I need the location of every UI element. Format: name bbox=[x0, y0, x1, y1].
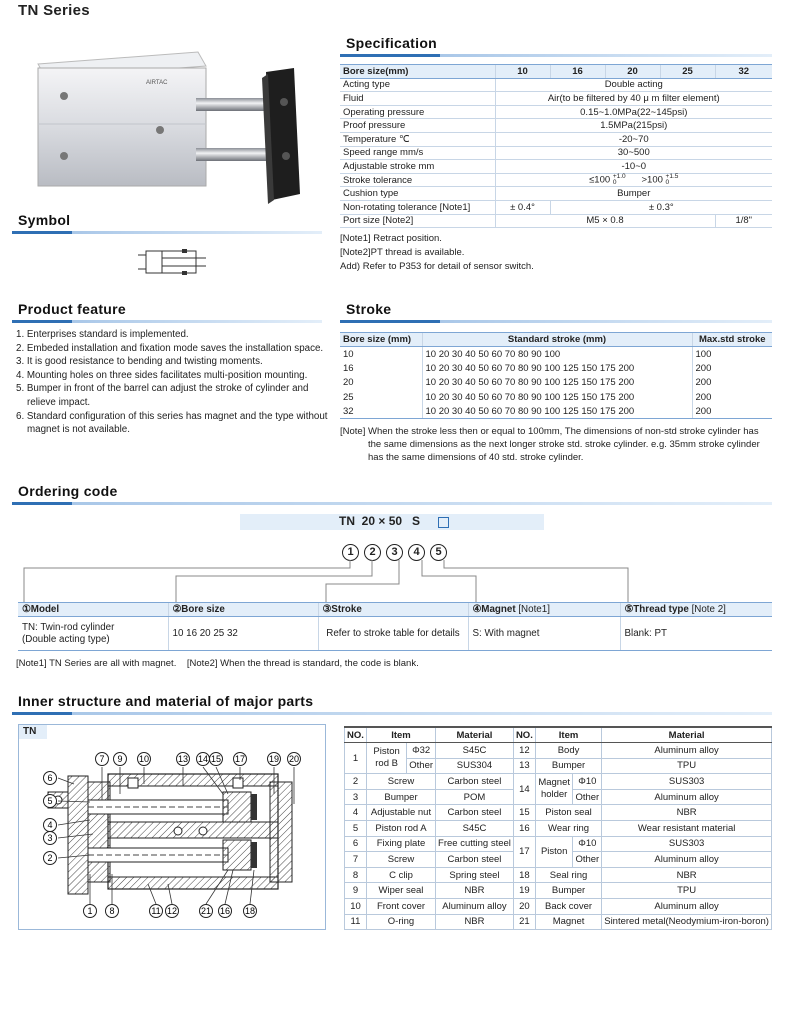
spec-heading-bar bbox=[340, 54, 772, 57]
mat-no: 3 bbox=[345, 789, 367, 805]
callout-label: 9 bbox=[117, 754, 123, 764]
callout-label: 11 bbox=[151, 906, 161, 916]
mat-material: SUS304 bbox=[436, 758, 514, 774]
ordering-code-box bbox=[438, 517, 449, 528]
mat-no: 19 bbox=[513, 883, 535, 899]
callout-label: 21 bbox=[200, 906, 212, 916]
ordering-code: TN 20 × 50 S bbox=[339, 514, 421, 528]
callout-bottom bbox=[166, 905, 179, 918]
ordering-leader-lines bbox=[0, 558, 800, 604]
mat-material: SUS303 bbox=[602, 836, 772, 852]
spec-row-label: Speed range mm/s bbox=[340, 146, 495, 160]
mat-sub: Other bbox=[573, 789, 602, 805]
feature-item: 2. Embeded installation and fixation mode saves the installation space. bbox=[16, 342, 324, 354]
mat-item: Back cover bbox=[535, 899, 601, 915]
callout-top bbox=[288, 753, 301, 766]
ordering-header-model bbox=[18, 603, 168, 617]
symbol-heading-bar bbox=[12, 231, 322, 234]
mat-no: 21 bbox=[513, 914, 535, 930]
mat-item: Bumper bbox=[366, 789, 435, 805]
mat-no: 9 bbox=[345, 883, 367, 899]
stroke-std: 10 20 30 40 50 60 70 80 90 100 125 150 175 200 bbox=[422, 404, 692, 418]
ordering-value-model: TN: Twin-rod cylinder (Double acting type) bbox=[18, 617, 168, 651]
feature-item: 6. Standard configuration of this series has magnet and the type without magnet is not available. bbox=[16, 410, 328, 436]
mat-item: Adjustable nut bbox=[366, 805, 435, 821]
spec-row-label: Proof pressure bbox=[340, 119, 495, 133]
callout-bottom bbox=[84, 905, 97, 918]
spec-row-value: 1/8" bbox=[715, 214, 772, 228]
spec-row-value: 1.5MPa(215psi) bbox=[495, 119, 772, 133]
mat-header: Item bbox=[366, 727, 435, 743]
ordering-note: [Note1] bbox=[518, 604, 550, 615]
code-circle: 5 bbox=[430, 544, 447, 561]
mat-header: NO. bbox=[513, 727, 535, 743]
mat-no: 8 bbox=[345, 867, 367, 883]
mat-material: NBR bbox=[436, 914, 514, 930]
stroke-table bbox=[340, 332, 772, 419]
mat-sub: Other bbox=[573, 852, 602, 868]
stroke-tolerance-value bbox=[495, 173, 772, 187]
spec-row-value: -20~70 bbox=[495, 132, 772, 146]
mat-no: 17 bbox=[513, 836, 535, 867]
spec-row-label: Temperature ℃ bbox=[340, 132, 495, 146]
callout-bottom bbox=[244, 905, 257, 918]
materials-table bbox=[344, 726, 772, 930]
callout-label: 14 bbox=[197, 754, 209, 764]
mat-item: Piston rod A bbox=[366, 821, 435, 837]
mat-material: Sintered metal(Neodymium-iron-boron) bbox=[602, 914, 772, 930]
mat-header: Material bbox=[602, 727, 772, 743]
mat-no: 14 bbox=[513, 774, 535, 805]
spec-header-bore: 25 bbox=[660, 65, 715, 79]
callout-label: 19 bbox=[268, 754, 280, 764]
mat-material: Aluminum alloy bbox=[602, 899, 772, 915]
callout-left bbox=[44, 852, 57, 865]
mat-material: Spring steel bbox=[436, 867, 514, 883]
stroke-bore: 16 bbox=[343, 362, 354, 374]
mat-material: Carbon steel bbox=[436, 774, 514, 790]
mat-material: Aluminum alloy bbox=[602, 743, 772, 759]
ordering-table bbox=[18, 602, 772, 651]
spec-row-value: Bumper bbox=[495, 187, 772, 201]
spec-row-label: Cushion type bbox=[340, 187, 495, 201]
spec-row-label: Adjustable stroke mm bbox=[340, 160, 495, 174]
mat-sub: Φ10 bbox=[573, 774, 602, 790]
callout-left bbox=[44, 772, 57, 785]
mat-item: Fixing plate bbox=[366, 836, 435, 852]
mat-no: 5 bbox=[345, 821, 367, 837]
mat-sub: Φ10 bbox=[573, 836, 602, 852]
ordering-title: Bore size bbox=[181, 604, 225, 615]
page-title: TN Series bbox=[18, 2, 90, 19]
callout-label: 5 bbox=[47, 796, 53, 806]
spec-header-label: Bore size(mm) bbox=[340, 65, 495, 79]
mat-no: 18 bbox=[513, 867, 535, 883]
feature-heading-bar bbox=[12, 320, 322, 323]
callout-left bbox=[44, 832, 57, 845]
brand-label: AIRTAC bbox=[146, 80, 168, 86]
code-circle: 1 bbox=[342, 544, 359, 561]
tolerance-b: >100 bbox=[641, 174, 663, 186]
ordering-note: [Note 2] bbox=[691, 604, 726, 615]
mat-no: 7 bbox=[345, 852, 367, 868]
code-circle: 4 bbox=[408, 544, 425, 561]
callout-label: 8 bbox=[109, 906, 115, 916]
mat-item: Piston bbox=[535, 836, 573, 867]
callout-left bbox=[44, 795, 57, 808]
stroke-max: 100 bbox=[692, 347, 772, 361]
callout-bottom bbox=[219, 905, 232, 918]
stroke-header: Standard stroke (mm) bbox=[422, 333, 692, 347]
callout-left bbox=[44, 819, 57, 832]
ordering-header-thread bbox=[620, 603, 772, 617]
stroke-bore: 32 bbox=[340, 404, 422, 418]
ordering-title: Model bbox=[30, 604, 60, 615]
ordering-num: ⑤ bbox=[624, 604, 634, 615]
callout-label: 10 bbox=[138, 754, 150, 764]
mat-material: Aluminum alloy bbox=[602, 852, 772, 868]
ordering-value-bore: 10 16 20 25 32 bbox=[168, 617, 318, 651]
callout-top bbox=[268, 753, 281, 766]
mat-item: O-ring bbox=[366, 914, 435, 930]
cylinder-symbol bbox=[136, 247, 208, 277]
mat-no: 13 bbox=[513, 758, 535, 774]
spec-header-bore: 10 bbox=[495, 65, 550, 79]
mat-material: NBR bbox=[436, 883, 514, 899]
mat-no: 12 bbox=[513, 743, 535, 759]
mat-item: Wiper seal bbox=[366, 883, 435, 899]
spec-row-value: -10~0 bbox=[495, 160, 772, 174]
stroke-max: 200 bbox=[692, 361, 772, 375]
mat-material: S45C bbox=[436, 821, 514, 837]
mat-material: NBR bbox=[602, 805, 772, 821]
mat-item: Screw bbox=[366, 852, 435, 868]
mat-material: TPU bbox=[602, 883, 772, 899]
mat-no: 16 bbox=[513, 821, 535, 837]
mat-item: Bumper bbox=[535, 758, 601, 774]
ordering-header-magnet bbox=[468, 603, 620, 617]
ordering-value-thread: Blank: PT bbox=[620, 617, 772, 651]
mat-item: Wear ring bbox=[535, 821, 601, 837]
feature-heading: Product feature bbox=[18, 301, 126, 317]
mat-item: Bumper bbox=[535, 883, 601, 899]
stroke-header: Bore size (mm) bbox=[340, 333, 422, 347]
code-circle: 2 bbox=[364, 544, 381, 561]
ordering-title: Magnet bbox=[481, 604, 516, 615]
tolerance-a-sup: +1.0 bbox=[612, 173, 626, 181]
mat-material: TPU bbox=[602, 758, 772, 774]
mat-header: Item bbox=[535, 727, 601, 743]
stroke-note-label: [Note] bbox=[340, 426, 366, 437]
structure-drawing bbox=[18, 724, 326, 930]
callout-label: 7 bbox=[99, 754, 105, 764]
callout-top bbox=[138, 753, 151, 766]
mat-material: Wear resistant material bbox=[602, 821, 772, 837]
mat-material: S45C bbox=[436, 743, 514, 759]
callout-label: 17 bbox=[234, 754, 246, 764]
callout-top bbox=[234, 753, 247, 766]
stroke-bore: 20 bbox=[343, 377, 354, 389]
feature-item: 5. Bumper in front of the barrel can adjust the stroke of cylinder and relieve impact. bbox=[16, 383, 309, 408]
spec-row-value: 0.15~1.0MPa(22~145psi) bbox=[495, 105, 772, 119]
tolerance-a-sub: 0 bbox=[612, 179, 617, 187]
spec-row-label: Port size [Note2] bbox=[340, 214, 495, 228]
spec-note: [Note2]PT thread is available. bbox=[340, 247, 465, 258]
ordering-num: ① bbox=[22, 604, 31, 615]
spec-note: Add) Refer to P353 for detail of sensor switch. bbox=[340, 261, 534, 272]
callout-top bbox=[177, 753, 190, 766]
mat-item: Front cover bbox=[366, 899, 435, 915]
mat-no: 20 bbox=[513, 899, 535, 915]
mat-material: NBR bbox=[602, 867, 772, 883]
spec-row-label: Fluid bbox=[340, 92, 495, 106]
callout-label: 2 bbox=[47, 853, 53, 863]
callout-label: 18 bbox=[244, 906, 256, 916]
symbol-heading: Symbol bbox=[18, 212, 71, 228]
callout-top bbox=[96, 753, 109, 766]
mat-no: 2 bbox=[345, 774, 367, 790]
stroke-note bbox=[340, 425, 772, 464]
callout-label: 20 bbox=[288, 754, 300, 764]
stroke-bore: 10 bbox=[343, 348, 354, 360]
mat-material: Aluminum alloy bbox=[436, 899, 514, 915]
mat-material: Carbon steel bbox=[436, 805, 514, 821]
mat-sub: Φ32 bbox=[407, 743, 436, 759]
stroke-max: 200 bbox=[692, 376, 772, 390]
mat-no: 10 bbox=[345, 899, 367, 915]
callout-label: 15 bbox=[210, 754, 222, 764]
callout-label: 4 bbox=[47, 820, 53, 830]
product-photo bbox=[28, 44, 313, 214]
spec-row-label: Acting type bbox=[340, 78, 495, 92]
feature-item: 1. Enterprises standard is implemented. bbox=[16, 329, 189, 340]
ordering-heading: Ordering code bbox=[18, 483, 118, 499]
mat-material: Carbon steel bbox=[436, 852, 514, 868]
mat-material: POM bbox=[436, 789, 514, 805]
spec-row-value: Air(to be filtered by 40 μ m filter element) bbox=[495, 92, 772, 106]
stroke-std: 10 20 30 40 50 60 70 80 90 100 125 150 175 200 bbox=[422, 376, 692, 390]
spec-row-value: Double acting bbox=[495, 78, 772, 92]
spec-header-bore: 20 bbox=[605, 65, 660, 79]
mat-no: 15 bbox=[513, 805, 535, 821]
ordering-heading-bar bbox=[12, 502, 772, 505]
stroke-std: 10 20 30 40 50 60 70 80 90 100 bbox=[422, 347, 692, 361]
callout-bottom bbox=[200, 905, 213, 918]
spec-header-bore: 32 bbox=[715, 65, 772, 79]
tolerance-b-sub: 0 bbox=[665, 179, 670, 187]
ordering-value-magnet: S: With magnet bbox=[468, 617, 620, 651]
mat-item: Magnet bbox=[535, 914, 601, 930]
mat-material: Aluminum alloy bbox=[602, 789, 772, 805]
ordering-value-stroke: Refer to stroke table for details bbox=[318, 617, 468, 651]
ordering-num: ③ bbox=[322, 604, 332, 615]
feature-item: 4. Mounting holes on three sides facilitates multi-position mounting. bbox=[16, 369, 308, 381]
mat-header: Material bbox=[436, 727, 514, 743]
mat-sub: Other bbox=[407, 758, 436, 774]
mat-header: NO. bbox=[345, 727, 367, 743]
drawing-label: TN bbox=[19, 725, 47, 739]
structure-heading-bar bbox=[12, 712, 772, 715]
mat-item: Seal ring bbox=[535, 867, 601, 883]
ordering-title: Thread type bbox=[633, 604, 689, 615]
callout-label: 3 bbox=[47, 833, 53, 843]
spec-table bbox=[340, 64, 772, 228]
stroke-bore: 25 bbox=[343, 391, 354, 403]
ordering-header-bore bbox=[168, 603, 318, 617]
spec-header-bore: 16 bbox=[550, 65, 605, 79]
mat-item: C clip bbox=[366, 867, 435, 883]
callout-label: 1 bbox=[87, 906, 93, 916]
mat-no: 4 bbox=[345, 805, 367, 821]
mat-material: SUS303 bbox=[602, 774, 772, 790]
callout-label: 13 bbox=[177, 754, 189, 764]
callout-top bbox=[197, 753, 210, 766]
feature-item: 3. It is good resistance to bending and twisting moments. bbox=[16, 356, 263, 368]
stroke-note-text: When the stroke less then or equal to 100mm, The dimensions of non-std stroke cylinder has the same dimensions as the next longer stroke std. stroke cylinder. e.g. 35mm stroke cylinder has the same dimensions of 40 std. stroke cylinder. bbox=[368, 426, 760, 463]
spec-row-value: ± 0.3° bbox=[550, 200, 772, 214]
stroke-heading: Stroke bbox=[346, 301, 392, 317]
callout-bottom bbox=[150, 905, 163, 918]
mat-item: Magnet holder bbox=[535, 774, 573, 805]
mat-no: 6 bbox=[345, 836, 367, 852]
mat-item: Piston rod B bbox=[366, 743, 406, 774]
code-circle: 3 bbox=[386, 544, 403, 561]
spec-row-label: Operating pressure bbox=[340, 105, 495, 119]
stroke-std: 10 20 30 40 50 60 70 80 90 100 125 150 175 200 bbox=[422, 361, 692, 375]
callout-label: 6 bbox=[47, 773, 53, 783]
callout-top bbox=[210, 753, 223, 766]
ordering-num: ② bbox=[172, 604, 182, 615]
spec-row-value: 30~500 bbox=[495, 146, 772, 160]
mat-material: Free cutting steel bbox=[436, 836, 514, 852]
stroke-heading-bar bbox=[340, 320, 772, 323]
spec-heading: Specification bbox=[346, 35, 438, 51]
callout-label: 12 bbox=[166, 906, 178, 916]
tolerance-b-sup: +1.5 bbox=[665, 173, 679, 181]
mat-no: 1 bbox=[345, 743, 367, 774]
callout-label: 16 bbox=[219, 906, 231, 916]
stroke-max: 200 bbox=[692, 390, 772, 404]
ordering-num: ④ bbox=[472, 604, 482, 615]
spec-row-value: ± 0.4° bbox=[495, 200, 550, 214]
mat-item: Body bbox=[535, 743, 601, 759]
ordering-notes: [Note1] TN Series are all with magnet. [Note2] When the thread is standard, the code is blank. bbox=[16, 658, 419, 669]
spec-row-label: Non-rotating tolerance [Note1] bbox=[340, 200, 495, 214]
stroke-max: 200 bbox=[692, 404, 772, 418]
stroke-header: Max.std stroke bbox=[692, 333, 772, 347]
mat-no: 11 bbox=[345, 914, 367, 930]
callout-top bbox=[114, 753, 127, 766]
mat-item: Piston seal bbox=[535, 805, 601, 821]
spec-row-value: M5 × 0.8 bbox=[495, 214, 715, 228]
spec-row-label: Stroke tolerance bbox=[340, 173, 495, 187]
ordering-header-stroke bbox=[318, 603, 468, 617]
tolerance-a: ≤100 bbox=[589, 174, 611, 186]
spec-note: [Note1] Retract position. bbox=[340, 233, 442, 244]
feature-list bbox=[16, 328, 328, 437]
stroke-std: 10 20 30 40 50 60 70 80 90 100 125 150 175 200 bbox=[422, 390, 692, 404]
structure-heading: Inner structure and material of major parts bbox=[18, 693, 314, 709]
callout-bottom bbox=[106, 905, 119, 918]
ordering-title: Stroke bbox=[331, 604, 362, 615]
mat-item: Screw bbox=[366, 774, 435, 790]
